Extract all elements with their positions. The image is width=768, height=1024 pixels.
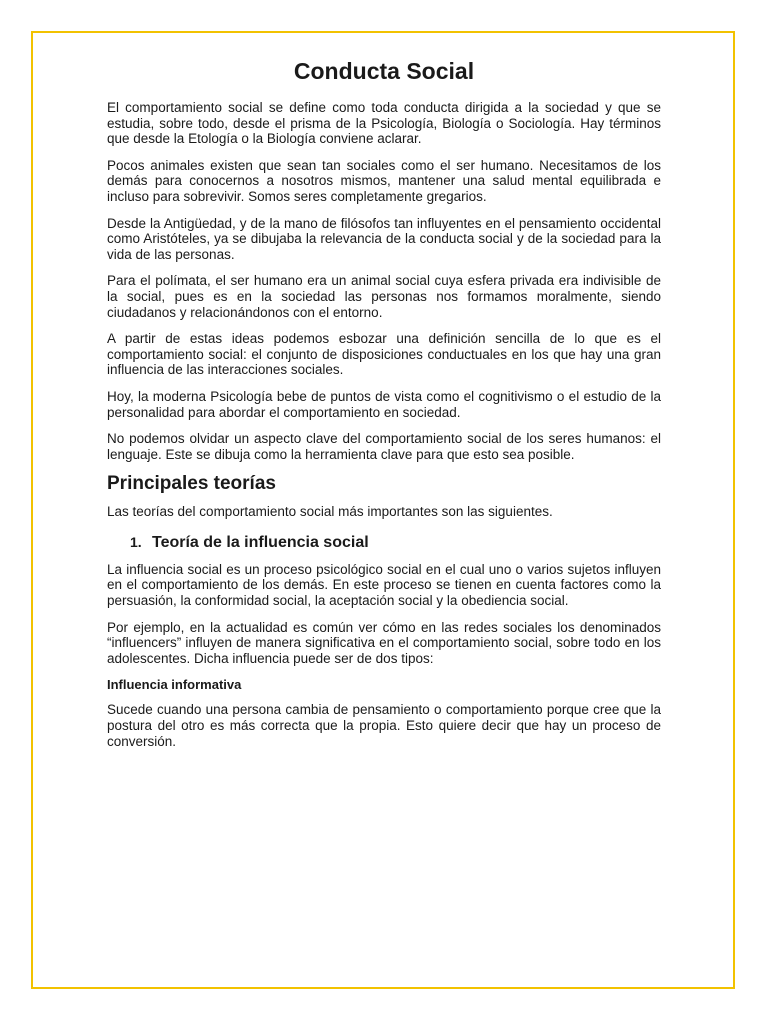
- section-intro: Las teorías del comportamiento social más importantes son las siguientes.: [107, 504, 553, 520]
- body-paragraph: Para el polímata, el ser humano era un animal social cuya esfera privada era indivisible de la social, pues es en la sociedad las personas nos formamos moralmente, siendo ciudadanos y relacionándonos con el entorno.: [107, 273, 661, 320]
- body-paragraph: El comportamiento social se define como toda conducta dirigida a la sociedad y que se estudia, sobre todo, desde el prisma de la Psicología, Biología o Sociología. Hay términos que desde la Etología o la Biología conviene aclarar.: [107, 100, 661, 147]
- document-title: Conducta Social: [293, 58, 475, 84]
- body-paragraph: Desde la Antigüedad, y de la mano de filósofos tan influyentes en el pensamiento occidental como Aristóteles, ya se dibujaba la relevancia de la conducta social y de la sociedad para la vida de las personas.: [107, 215, 661, 262]
- document-body: [107, 58, 661, 760]
- body-paragraph: Pocos animales existen que sean tan sociales como el ser humano. Necesitamos de los demás para conocernos a nosotros mismos, mantener una salud mental equilibrada e incluso para sobrevivir. Somos seres completamente gregarios.: [107, 157, 661, 204]
- body-paragraph: No podemos olvidar un aspecto clave del comportamiento social de los seres humanos: el lenguaje. Este se dibuja como la herramienta clave para que esto sea posible.: [107, 431, 661, 462]
- subsection-paragraph: Por ejemplo, en la actualidad es común ver cómo en las redes sociales los denominados “influencers” influyen de manera significativa en el comportamiento social, sobre todo en los adolescentes. Dicha influencia puede ser de dos tipos:: [107, 619, 661, 666]
- body-paragraph: Hoy, la moderna Psicología bebe de puntos de vista como el cognitivismo o el estudio de la personalidad para abordar el comportamiento en sociedad.: [107, 388, 661, 420]
- body-paragraph: A partir de estas ideas podemos esbozar una definición sencilla de lo que es el comportamiento social: el conjunto de disposiciones conductuales en los que hay una gran influencia de las interacciones sociales.: [107, 331, 661, 378]
- subsection-title: Teoría de la influencia social: [152, 533, 369, 551]
- subsection-paragraph: La influencia social es un proceso psicológico social en el cual uno o varios sujetos influyen en el comportamiento de los demás. En este proceso se tienen en cuenta factores como la persuasión, la conformidad social, la aceptación social y la obediencia social.: [107, 561, 661, 609]
- subsection-heading: [130, 533, 661, 552]
- minor-paragraph: Sucede cuando una persona cambia de pensamiento o comportamiento porque cree que la postura del otro es más correcta que la propia. Esto quiere decir que hay un proceso de conversión.: [107, 702, 661, 749]
- subsection-number: 1.: [130, 533, 142, 550]
- minor-heading: Influencia informativa: [107, 677, 242, 693]
- section-heading: Principales teorías: [107, 473, 276, 495]
